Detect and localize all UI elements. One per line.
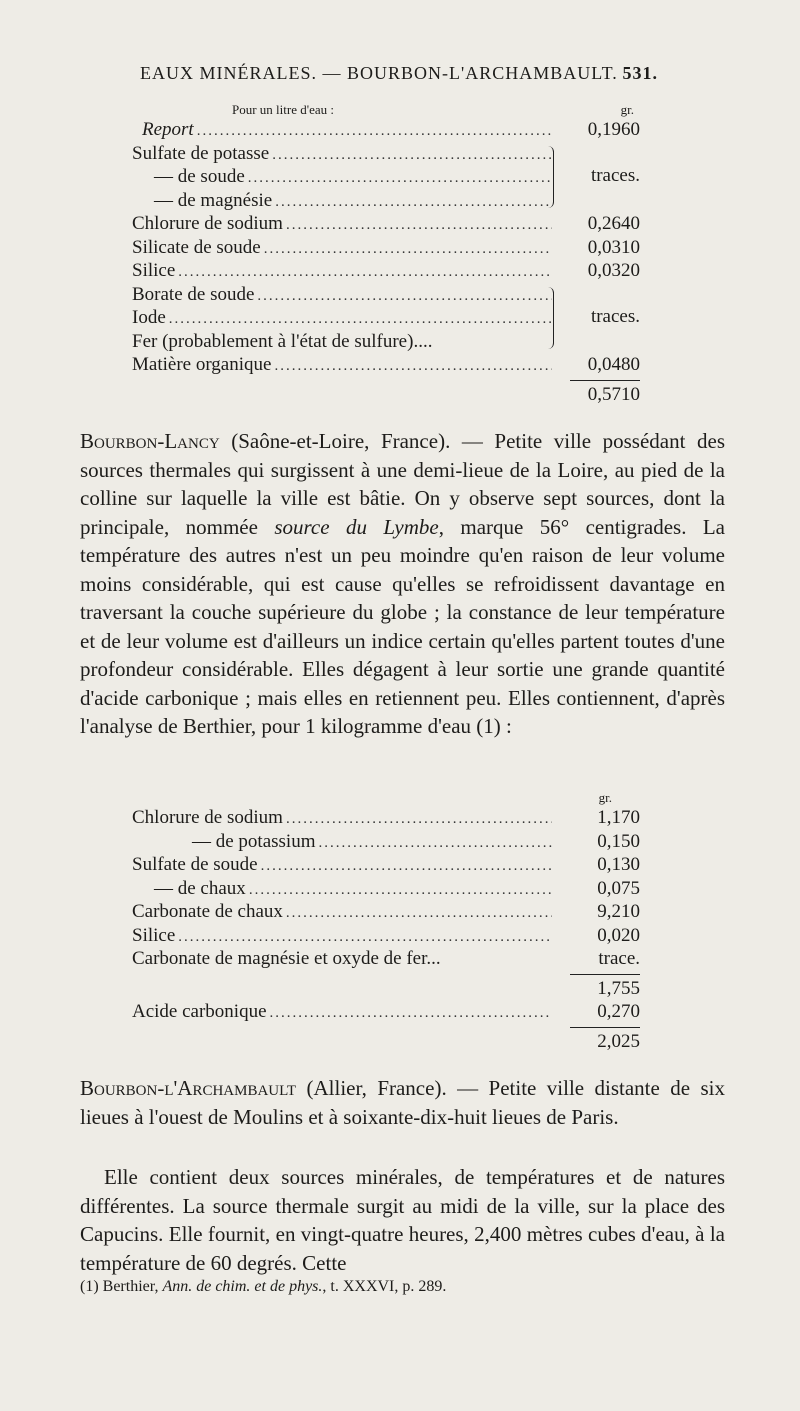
table1-unit: gr.: [620, 102, 634, 117]
table-row: Chlorure de sodium ..... 0,2640: [132, 212, 640, 236]
table-row: Silice ..... 0,0320: [132, 259, 640, 283]
table1-header-row: [132, 102, 640, 118]
table-row: Carbonate de chaux ..... 9,210: [132, 900, 640, 924]
report-value: 0,1960: [587, 119, 640, 140]
table-row: Fer (probablement à l'état de sulfure)....: [132, 330, 433, 352]
table2-subtotal-row: [132, 977, 640, 1001]
analysis-table-2: [132, 790, 640, 1053]
table-row: Silice ..... 0,020: [132, 924, 640, 948]
table2-header-row: [132, 790, 640, 806]
footnote: (1) Berthier, Ann. de chim. et de phys., t. XXXVI, p. 289.: [80, 1278, 447, 1295]
table1-group2: [132, 283, 640, 354]
brace: [545, 146, 554, 208]
table-row: — de potassium ..... 0,150: [132, 830, 640, 854]
table1-total: 0,5710: [587, 383, 640, 405]
paragraph-bourbon-lancy: Bourbon-Lancy (Saône-et-Loire, France). — Petite ville possédant des sources thermales qui surgissent à une demi-lieue de la Loire, au pied de la colline sur laquelle la ville est bâtie. On y observe sept sources, dont la principale, nommée source du Lymbe, marque 56° centigrades. La température des autres n'est un peu moindre qu'en raison de leur volume moins considérable, qui est cause qu'elles se refroidissent davantage en traversant la couche supérieure du globe ; la constance de leur température et de leur volume est d'ailleurs un indice certain qu'elles partent toutes d'une profondeur considérable. Elles dégagent à leur sortie une grande quantité d'acide carbonique ; mais elles en retiennent peu. Elles contiennent, d'après l'analyse de Berthier, pour 1 kilogramme d'eau (1) :: [80, 429, 725, 738]
table1-total-row: [132, 383, 640, 407]
group2-value: traces.: [590, 305, 640, 327]
running-title: EAUX MINÉRALES. — BOURBON-L'ARCHAMBAULT.: [140, 63, 618, 83]
place-name: Bourbon-Lancy: [80, 429, 220, 453]
table-row: Iode .....: [132, 306, 640, 330]
table-row: — de soude .....: [132, 165, 640, 189]
table-row: Carbonate de magnésie et oxyde de fer... trace.: [132, 948, 640, 969]
table-row: Borate de soude .....: [132, 283, 640, 307]
table2-total: 2,025: [597, 1030, 640, 1052]
table1-header-label: Pour un litre d'eau :: [232, 102, 334, 117]
table-row: Sulfate de soude ..... 0,130: [132, 853, 640, 877]
source-name: source du Lymbe: [274, 514, 439, 539]
table-row: Chlorure de sodium ..... 1,170: [132, 806, 640, 830]
page-number: 531.: [622, 63, 658, 83]
table1-organic-row: Matière organique ..... 0,0480: [132, 353, 640, 377]
table1-group1: [132, 142, 640, 213]
table2-unit: gr.: [598, 790, 612, 805]
table-row: Sulfate de potasse .....: [132, 142, 640, 166]
report-label: Report: [142, 119, 194, 140]
table-row: Silicate de soude ..... 0,0310: [132, 236, 640, 260]
paragraph-sources: Elle contient deux sources minérales, de températures et de natures différentes. La source thermale surgit au midi de la ville, sur la place des Capucins. Elle fournit, en vingt-quatre heures, 2,400 mètres cubes d'eau, à la température de 60 degrés. Cette: [80, 1165, 725, 1275]
footnote-mark: (1): [80, 1278, 99, 1295]
table2-total-row: [132, 1030, 640, 1054]
table2-acid-row: Acide carbonique ..... 0,270: [132, 1000, 640, 1024]
place-name: Bourbon-l'Archambault: [80, 1076, 297, 1100]
table-row: — de magnésie .....: [132, 189, 640, 213]
table2-subtotal: 1,755: [597, 977, 640, 999]
brace: [545, 287, 554, 349]
table-row: — de chaux ..... 0,075: [132, 877, 640, 901]
table1-report-row: [132, 118, 640, 142]
analysis-table-1: [132, 102, 640, 406]
group1-value: traces.: [590, 164, 640, 186]
paragraph-bourbon-archambault: Bourbon-l'Archambault (Allier, France). — Petite ville distante de six lieues à l'ouest de Moulins et à soixante-dix-huit lieues de Paris.: [80, 1076, 725, 1129]
